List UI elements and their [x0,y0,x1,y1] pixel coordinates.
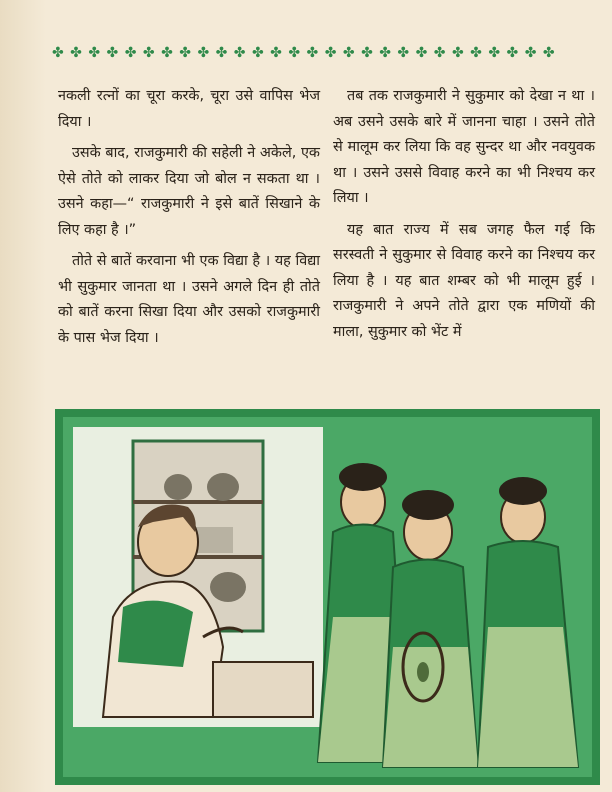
left-paragraph-1: नकली रत्नों का चूरा करके, चूरा उसे वापिस भेज दिया । [58,88,320,130]
jug-icon [207,473,239,501]
left-paragraph-2: उसके बाद, राजकुमारी की सहेली ने अकेले, एक ऐसे तोते को लाकर दिया जो बोल न सकता था । उसने कहा—“ राजकुमारी ने इसे बातें सिखाने के लिए कहा है ।” [58,145,320,238]
illustration-scene [63,417,592,777]
vessel-icon [210,572,246,602]
left-text-column [58,84,320,357]
decorative-border: ✤ ✤ ✤ ✤ ✤ ✤ ✤ ✤ ✤ ✤ ✤ ✤ ✤ ✤ ✤ ✤ ✤ ✤ ✤ ✤ ✤ ✤ ✤ ✤ ✤ ✤ ✤ ✤ [52,45,556,61]
parrot-icon [417,662,429,682]
story-illustration [55,409,600,785]
left-paragraph-3: तोते से बातें करवाना भी एक विद्या है । यह विद्या भी सुकुमार जानता था । उसने अगले दिन ही तोते को बातें करना सिखा दिया और उसको राजकुमारी के पास भेज दिया । [58,253,320,346]
page-edge [0,0,46,792]
right-paragraph-2: यह बात राज्य में सब जगह फैल गई कि सरस्वती ने सुकुमार से विवाह करने का निश्चय कर लिया है । यह बात शम्बर को भी मालूम हुई । राजकुमारी ने अपने तोते द्वारा एक मणियों की माला, सुकुमार को भेंट में [333,221,595,340]
right-text-column [333,84,595,351]
pot-icon [164,474,192,500]
right-paragraph-1: तब तक राजकुमारी ने सुकुमार को देखा न था । अब उसने उसके बारे में जानना चाहा । उसने तोते से मालूम कर लिया कि वह सुन्दर था और नवयुवक था । उसने उससे विवाह करने का भी निश्चय कर लिया । [333,88,595,206]
